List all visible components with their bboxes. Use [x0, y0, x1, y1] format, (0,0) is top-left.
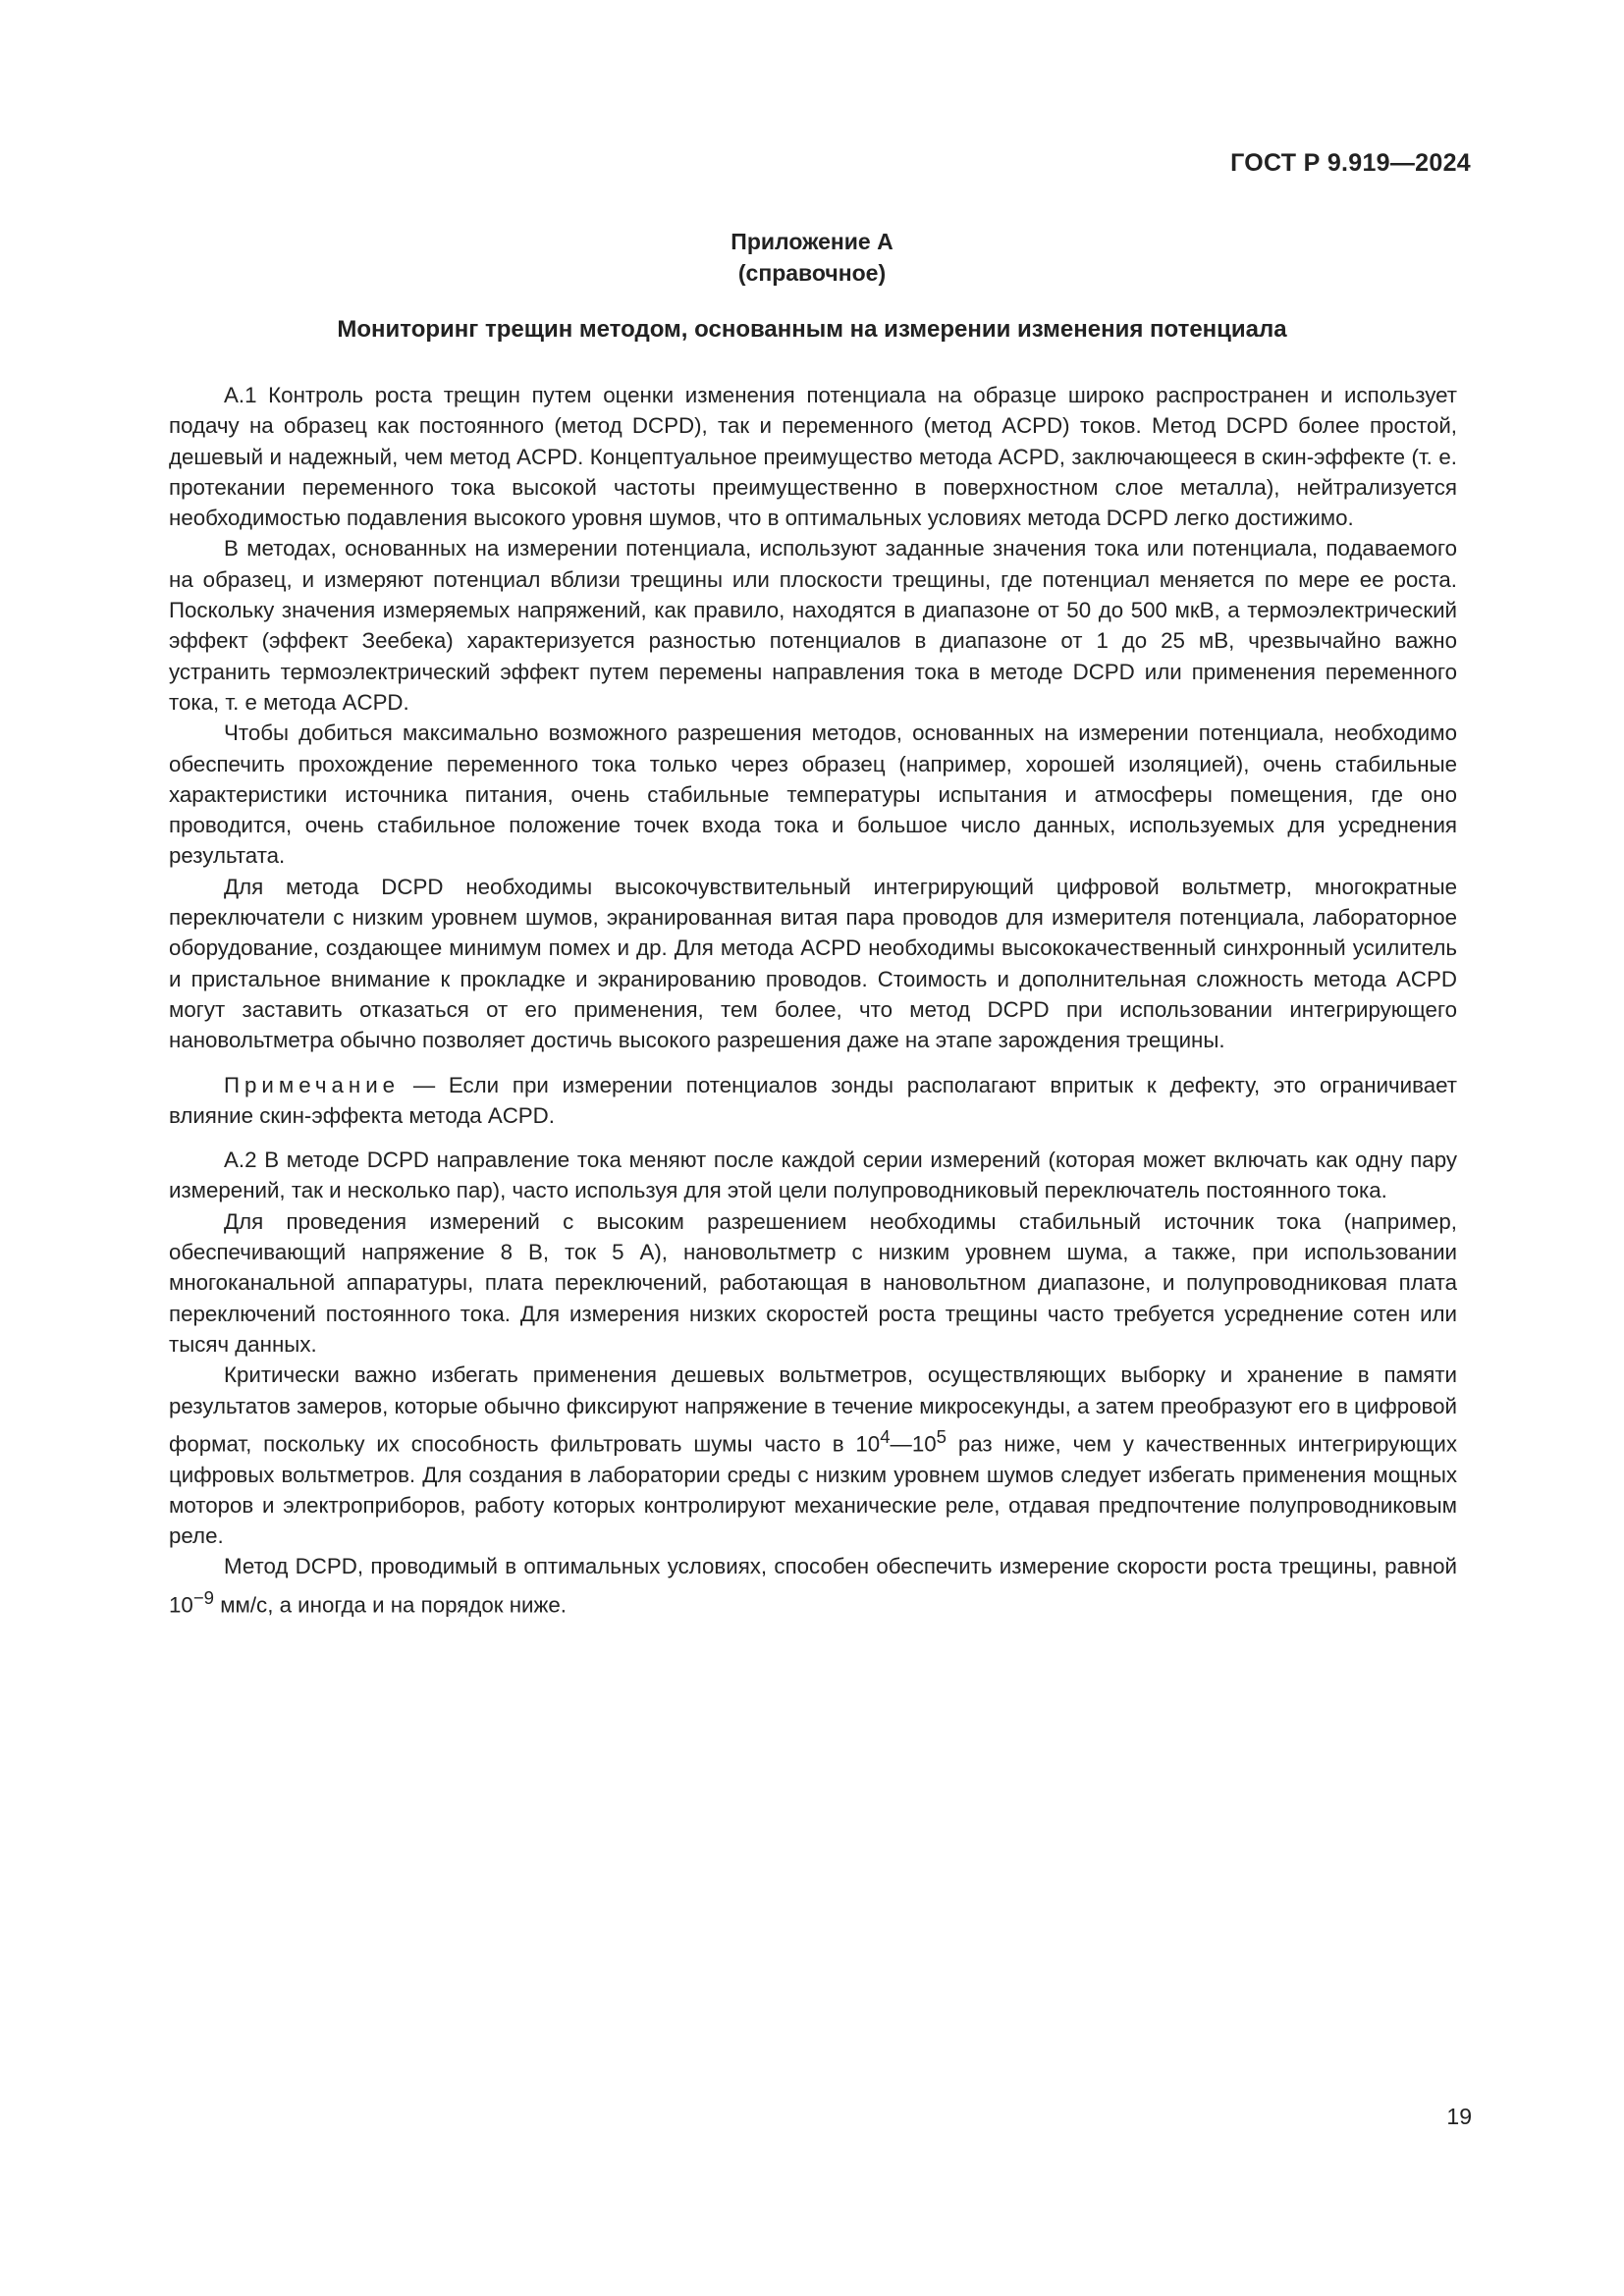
document-body: [169, 380, 1457, 1620]
note-paragraph: [169, 1070, 1457, 1132]
paragraph-text: —10: [890, 1431, 937, 1457]
paragraph-text: Метод DCPD, проводимый в оптимальных условиях, способен обеспечить измерение скорости роста трещины, равной 10: [169, 1554, 1457, 1618]
exponent: 4: [880, 1425, 891, 1447]
section-title: Мониторинг трещин методом, основанным на измерении изменения потенциала: [337, 316, 1287, 343]
exponent: −9: [192, 1586, 214, 1608]
paragraph: Для проведения измерений с высоким разрешением необходимы стабильный источник тока (например, обеспечивающий напряжение 8 В, ток 5 А), нановольтметр с низким уровнем шума, а также, при использовании многоканальной аппаратуры, плата переключений, работающая в нановольтном диапазоне, и полупроводниковая плата переключений постоянного тока. Для измерения низких скоростей роста трещины часто требуется усреднение сотен или тысяч данных.: [169, 1208, 1457, 1357]
paragraph: [169, 1551, 1457, 1620]
page-number: 19: [1446, 2104, 1472, 2129]
note-text: — Если при измерении потенциалов зонды располагают впритык к дефекту, это ограничивает влияние скин-эффекта метода ACPD.: [169, 1072, 1457, 1128]
annex-subtitle: (справочное): [737, 260, 887, 286]
paragraph: В методах, основанных на измерении потенциала, используют заданные значения тока или потенциала, подаваемого на образец, и измеряют потенциал вблизи трещины или плоскости трещины, где потенциал меняется по мере ее роста. Поскольку значения измеряемых напряжений, как правило, находятся в диапазоне от 50 до 500 мкВ, а термоэлектрический эффект (эффект Зеебека) характеризуется разностью потенциалов в диапазоне от 1 до 25 мВ, чрезвычайно важно устранить термоэлектрический эффект путем перемены направления тока в методе DCPD или применения переменного тока, т. е метода ACPD.: [169, 536, 1457, 715]
exponent: 5: [936, 1425, 947, 1447]
note-label: Примечание: [224, 1072, 401, 1097]
paragraph: А.2 В методе DCPD направление тока меняют после каждой серии измерений (которая может включать как одну пару измерений, так и несколько пар), часто используя для этой цели полупроводниковый переключатель постоянного тока.: [169, 1148, 1457, 1203]
paragraph: А.1 Контроль роста трещин путем оценки изменения потенциала на образце широко распространен и использует подачу на образец как постоянного (метод DCPD), так и переменного (метод ACPD) токов. Метод DCPD более простой, дешевый и надежный, чем метод ACPD. Концептуальное преимущество метода ACPD, заключающееся в скин-эффекте (т. е. протекании переменного тока высокой частоты преимущественно в поверхностном слое металла), нейтрализуется необходимостью подавления высокого уровня шумов, что в оптимальных условиях метода DCPD легко достижимо.: [169, 383, 1457, 531]
paragraph: Чтобы добиться максимально возможного разрешения методов, основанных на измерении потенциала, необходимо обеспечить прохождение переменного тока только через образец (например, хорошей изоляцией), очень стабильные характеристики источника питания, очень стабильные температуры испытания и атмосферы помещения, где оно проводится, очень стабильное положение точек входа тока и большое число данных, используемых для усреднения результата.: [169, 721, 1457, 869]
paragraph-text: Критически важно избегать применения дешевых вольтметров, осуществляющих выборку и хранение в памяти результатов замеров, которые обычно фиксируют напряжение в течение микросекунды, а затем преобразуют его в цифровой формат, поскольку их способность фильтровать шумы часто в 10: [169, 1362, 1457, 1457]
paragraph: [169, 1360, 1457, 1551]
annex-title: Приложение А: [731, 229, 893, 254]
document-code: ГОСТ Р 9.919—2024: [1230, 149, 1471, 177]
paragraph-text: раз ниже, чем у качественных интегрирующих цифровых вольтметров. Для создания в лаборатории среды с низким уровнем шумов следует избегать применения мощных моторов и электроприборов, работу которых контролируют механические реле, отдавая предпочтение полупроводниковым реле.: [169, 1431, 1458, 1549]
paragraph-text: мм/с, а иногда и на порядок ниже.: [214, 1592, 567, 1618]
annex-heading: [0, 226, 1624, 289]
paragraph: Для метода DCPD необходимы высокочувствительный интегрирующий цифровой вольтметр, многократные переключатели с низким уровнем шумов, экранированная витая пара проводов для измерителя потенциала, лабораторное оборудование, создающее минимум помех и др. Для метода ACPD необходимы высококачественный синхронный усилитель и пристальное внимание к прокладке и экранированию проводов. Стоимость и дополнительная сложность метода ACPD могут заставить отказаться от его применения, тем более, что метод DCPD при использовании интегрирующего нановольтметра обычно позволяет достичь высокого разрешения даже на этапе зарождения трещины.: [169, 874, 1457, 1053]
